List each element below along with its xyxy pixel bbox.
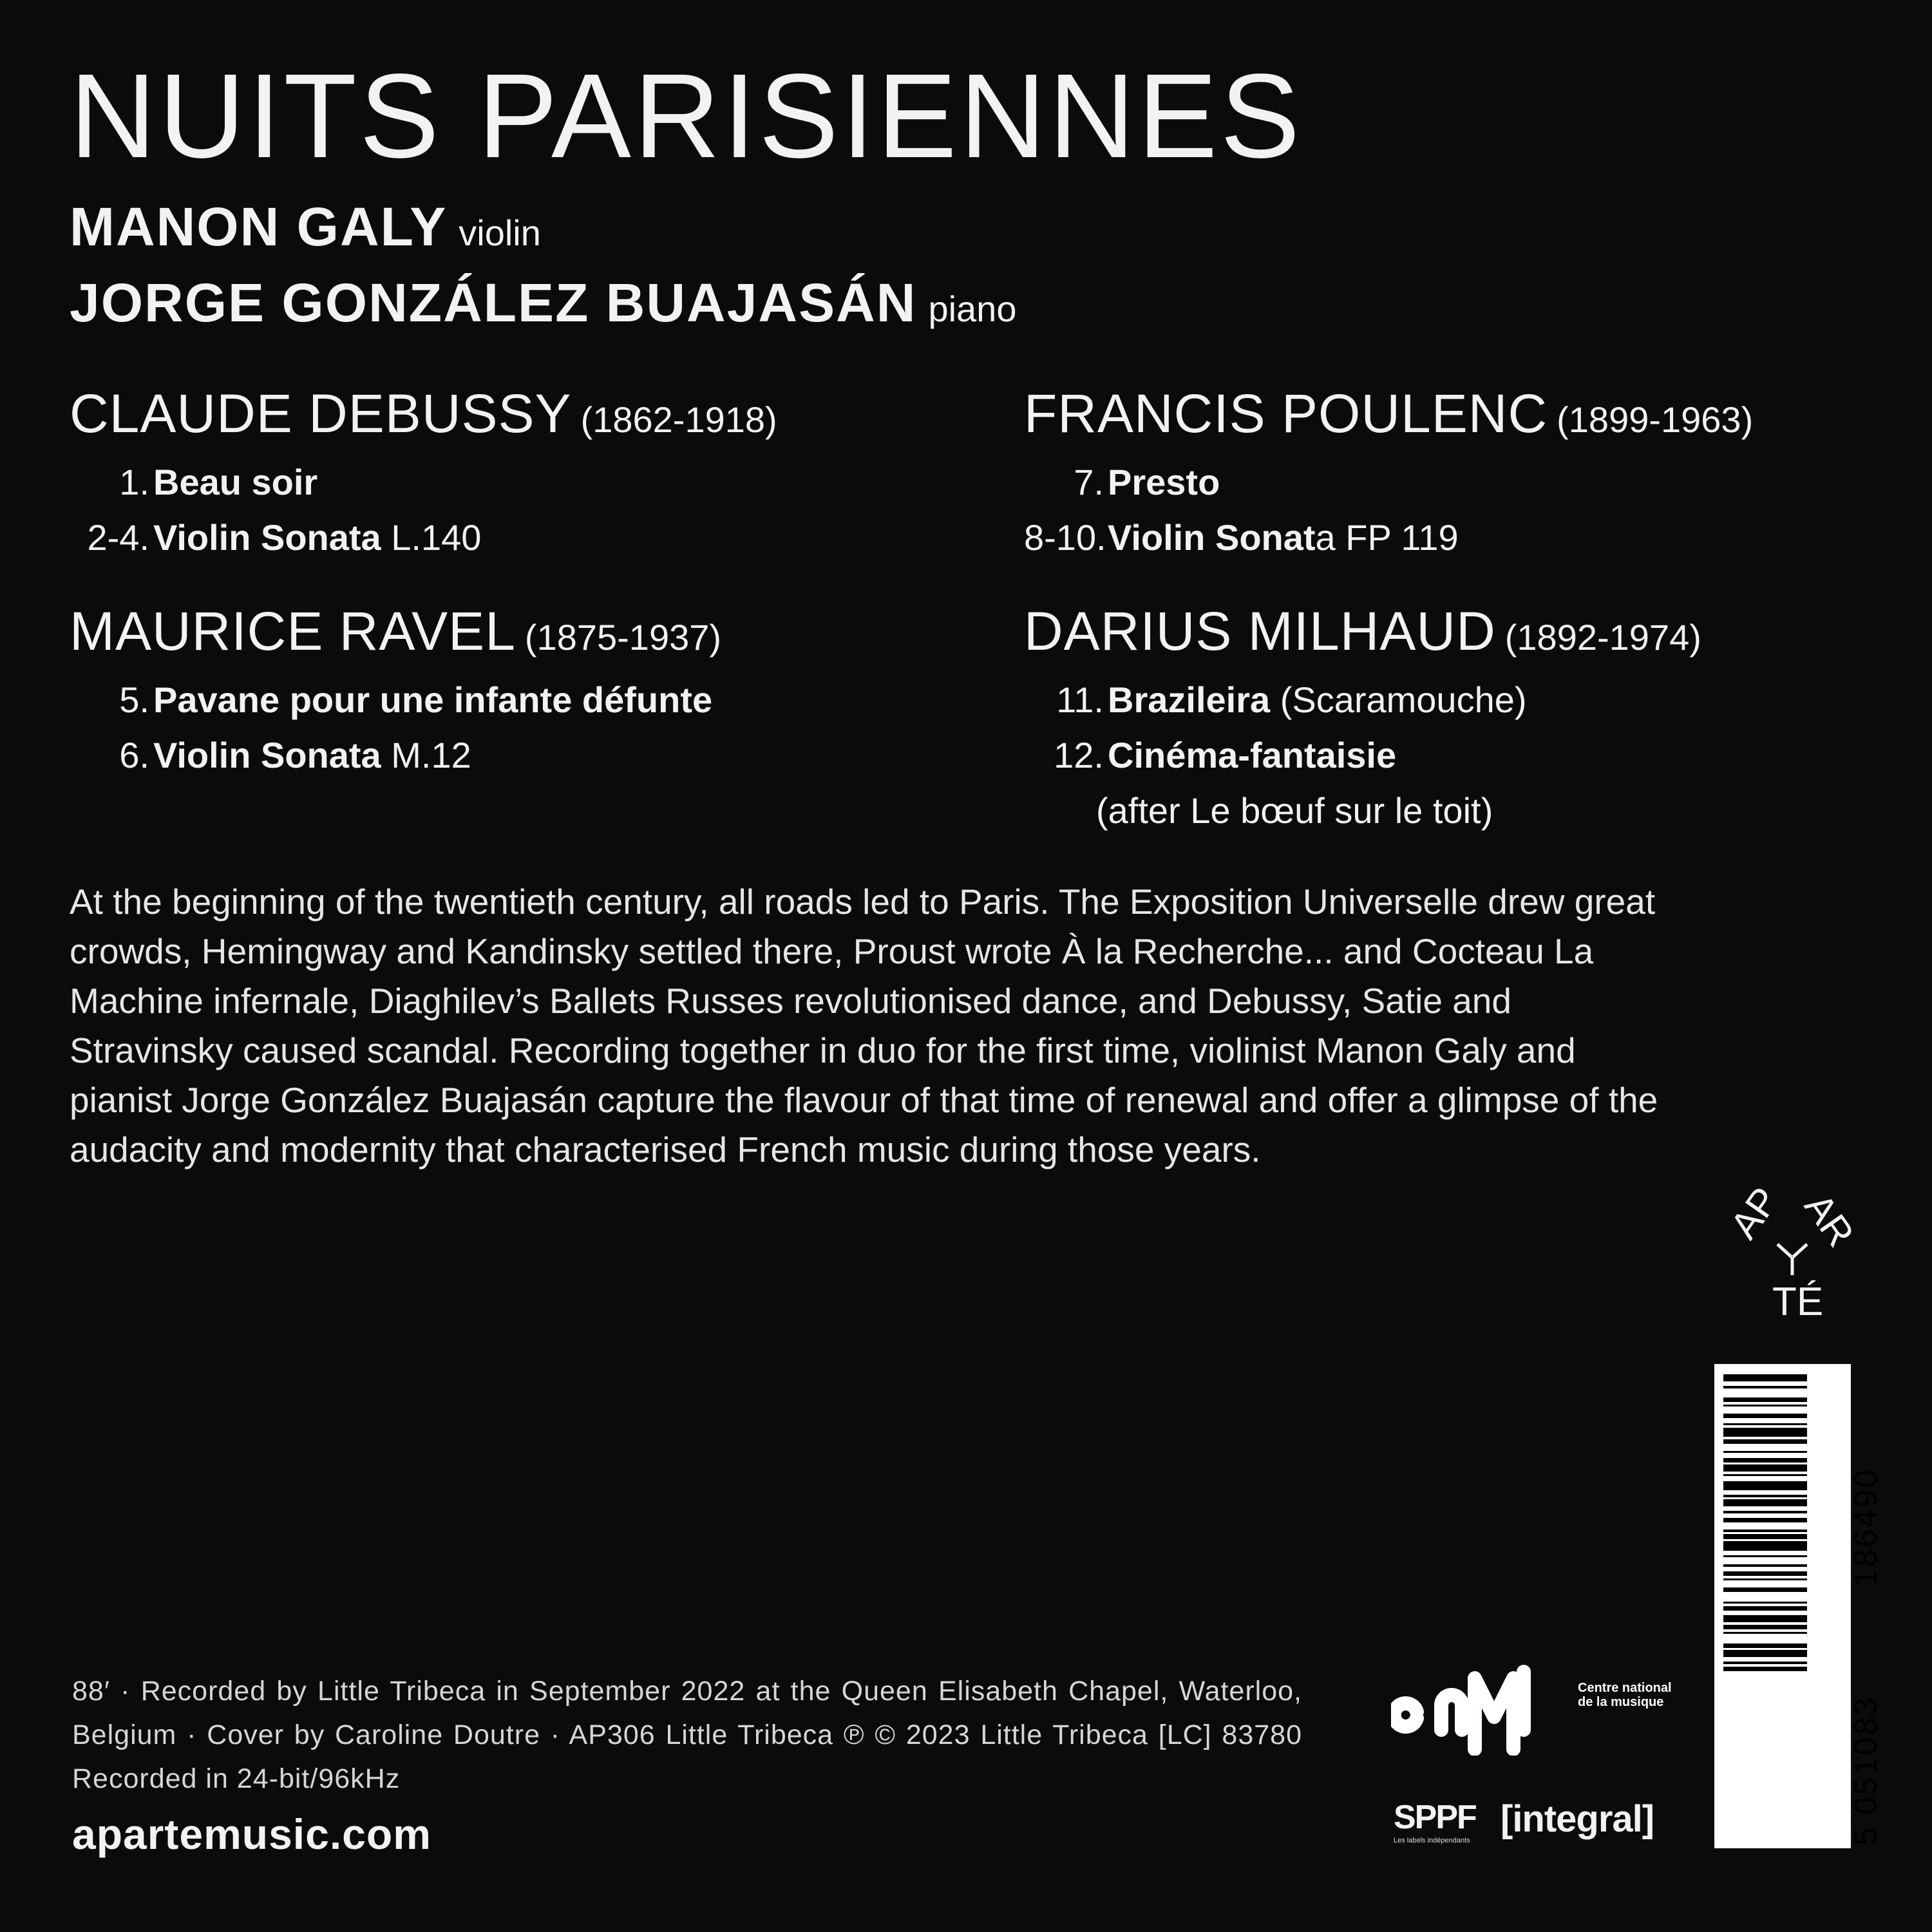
performer-violin [70,196,541,257]
barcode-stripe [1723,1428,1807,1437]
composer-dates: (1892-1974) [1504,617,1701,658]
barcode-stripe [1723,1615,1807,1622]
sppf-logo-mark: SPPF [1394,1799,1476,1836]
integral-logo: [integral] [1501,1798,1654,1840]
cnm-logo-text: Centre national de la musique [1578,1681,1672,1709]
barcode-digits [1811,1364,1884,1848]
track-item [70,728,958,783]
barcode-stripe [1723,1555,1807,1558]
composer-heading [1024,383,1913,444]
composer-block-debussy [70,383,958,565]
composer-dates: (1875-1937) [524,617,722,658]
track-item [70,455,958,510]
track-item [70,672,958,728]
barcode-stripe [1723,1625,1807,1629]
barcode-stripe [1723,1534,1807,1539]
logo-letters-ar: AR [1796,1186,1863,1255]
composer-dates: (1899-1963) [1557,399,1754,440]
performer-name: MANON GALY [70,196,448,257]
logo-y-mark [1777,1244,1807,1275]
barcode-stripe [1723,1464,1807,1472]
barcode-stripe [1723,1662,1807,1664]
track-title: Pavane pour une infante défunte [153,679,713,720]
cnm-logo-shape [1394,1672,1524,1749]
track-number: 2-4. [87,517,149,558]
track-item [1024,672,1913,728]
track-title: Cinéma-fantaisie [1108,735,1397,775]
barcode-digits-group1: 051083 [1848,1696,1884,1815]
track-note [1024,783,1913,838]
barcode-stripe [1723,1374,1807,1381]
composer-heading [70,383,958,444]
recording-credits: 88′ · Recorded by Little Tribeca in September 2022 at the Queen Elisabeth Chapel, Waterloo, Belgium · Cover by Caroline Doutre · AP306 Little Tribeca ℗ © 2023 Little Tribeca [LC] 83780 Recorded in 24-bit/96kHz [72,1676,1302,1794]
barcode-stripe [1723,1511,1807,1513]
barcode-stripe [1723,1632,1807,1634]
barcode-stripe [1723,1423,1807,1426]
track-number: 6. [119,735,149,775]
barcode-stripe [1723,1643,1807,1648]
track-title: Violin Sonata [153,517,381,558]
sppf-logo-subtitle: Les labels indépendants [1394,1837,1470,1844]
track-title: Beau soir [153,462,318,502]
composer-name: FRANCIS POULENC [1024,383,1548,444]
album-description: At the beginning of the twentieth century, all roads led to Paris. The Exposition Universelle drew great crowds, Hemingway and Kandinsky settled there, Proust wrote À la Recherche... and Cocteau La Machine infernale, Diaghilev’s Ballets Russes revolutionised dance, and Debussy, Satie and Stravinsky caused scandal. Recording together in duo for the first time, violinist Manon Galy and pianist Jorge González Buajasán capture the flavour of that time of renewal and offer a glimpse of the audacity and modernity that characterised French music during those years. [70,882,1658,1170]
barcode-stripe [1723,1602,1807,1604]
barcode-stripe [1723,1414,1807,1418]
track-note-text: (after Le bœuf sur le toit) [1096,790,1493,831]
barcode-stripe [1723,1667,1807,1671]
track-item [1024,728,1913,783]
barcode-stripe [1723,1571,1807,1576]
logo-letters-te: TÉ [1772,1280,1824,1320]
track-subtitle: (Scaramouche) [1270,679,1527,720]
track-list [70,455,958,565]
barcode-stripe [1723,1405,1807,1407]
barcode-stripe [1723,1397,1807,1402]
barcode-stripe [1723,1499,1807,1506]
track-catalog: L.140 [381,517,482,558]
barcode-stripe [1723,1451,1807,1454]
track-number: 5. [119,679,149,720]
label-website: apartemusic.com [72,1810,431,1858]
barcode-stripe [1723,1564,1807,1567]
logo-letters-ap: AP [1721,1179,1787,1247]
track-title: Violin Sonat [1108,517,1316,558]
track-list [1024,672,1913,838]
barcode-digits-group2: 186490 [1848,1468,1884,1587]
track-number: 1. [119,462,149,502]
barcode-stripe [1723,1386,1807,1388]
barcode-stripe [1723,1650,1807,1657]
composer-heading [70,601,958,661]
composer-block-ravel [70,601,958,783]
performer-instrument: piano [928,289,1017,329]
barcode-stripe [1723,1578,1807,1581]
composer-block-poulenc [1024,383,1913,565]
composer-name: CLAUDE DEBUSSY [70,383,572,444]
track-title: Presto [1108,462,1220,502]
track-number: 12. [1054,735,1104,775]
barcode-stripe [1723,1495,1807,1497]
barcode-stripe [1723,1481,1807,1490]
composer-dates: (1862-1918) [580,399,777,440]
track-list [1024,455,1913,565]
performer-piano [70,272,1017,333]
track-item [1024,455,1913,510]
track-item [1024,510,1913,565]
barcode-digit-lead: 5 [1848,1826,1884,1846]
barcode-stripe [1723,1530,1807,1532]
track-catalog: a FP 119 [1315,517,1459,558]
sppf-logo [1394,1801,1476,1844]
composer-heading [1024,601,1913,661]
track-list [70,672,958,783]
cnm-logo [1391,1653,1578,1756]
composer-name: DARIUS MILHAUD [1024,601,1496,661]
track-title: Brazileira [1108,679,1271,720]
composer-name: MAURICE RAVEL [70,601,516,661]
track-catalog: M.12 [381,735,471,775]
barcode-stripe [1723,1606,1807,1611]
aparte-label-logo [1713,1172,1874,1320]
track-number: 8-10. [1024,517,1106,558]
barcode-stripe [1723,1458,1807,1463]
composer-block-milhaud [1024,601,1913,838]
barcode-stripe [1723,1518,1807,1522]
barcode [1714,1364,1884,1848]
album-title: NUITS PARISIENNES [70,50,1303,183]
barcode-stripe [1723,1541,1807,1550]
performer-instrument: violin [459,213,541,253]
track-number: 11. [1056,679,1104,720]
barcode-stripe [1723,1474,1807,1477]
barcode-stripe [1723,1587,1807,1592]
performer-name: JORGE GONZÁLEZ BUAJASÁN [70,272,917,333]
track-number: 7. [1074,462,1104,502]
barcode-stripe [1723,1439,1807,1444]
track-item [70,510,958,565]
track-title: Violin Sonata [153,735,381,775]
